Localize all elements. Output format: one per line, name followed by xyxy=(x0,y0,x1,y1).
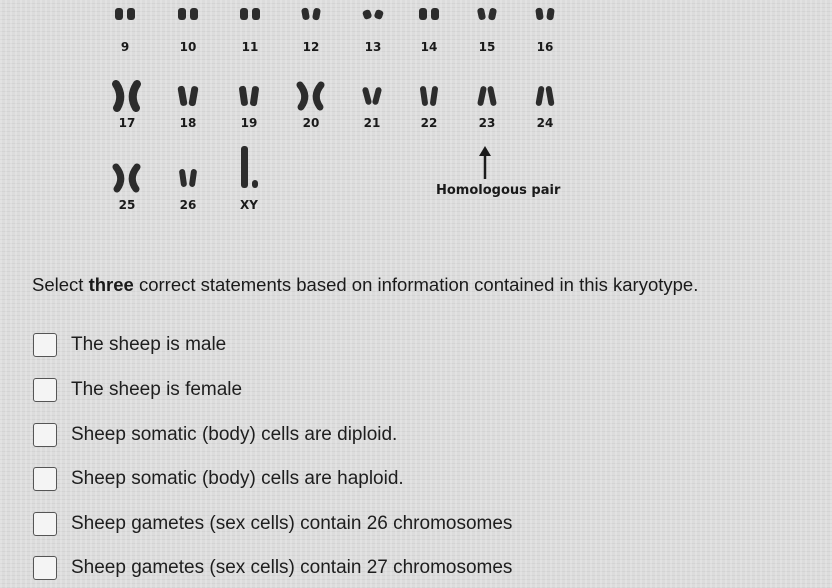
chromosome-label: 14 xyxy=(420,40,438,54)
option-label: Sheep somatic (body) cells are haploid. xyxy=(71,468,404,489)
chromosome-pair-icon xyxy=(409,80,449,114)
chromosome-label: 16 xyxy=(536,40,554,54)
chromosome-11 xyxy=(225,4,275,66)
chromosome-pair-icon xyxy=(229,80,269,114)
question-text xyxy=(32,274,832,296)
checkbox[interactable] xyxy=(33,333,57,357)
chromosome-label: 10 xyxy=(179,40,197,54)
chromosome-26 xyxy=(163,162,213,224)
checkbox[interactable] xyxy=(33,556,57,580)
chromosome-pair-icon xyxy=(230,4,270,38)
chromosome-label: 26 xyxy=(179,198,197,212)
option-label: Sheep gametes (sex cells) contain 26 chromosomes xyxy=(71,513,513,534)
chromosome-pair-icon xyxy=(107,162,147,196)
chromosome-22 xyxy=(404,80,454,142)
chromosome-label: 11 xyxy=(241,40,259,54)
chromosome-pair-icon xyxy=(352,80,392,114)
chromosome-pair-icon xyxy=(291,80,331,114)
question-emphasis: three xyxy=(88,274,134,295)
chromosome-16 xyxy=(520,4,570,66)
checkbox[interactable] xyxy=(33,423,57,447)
chromosome-20 xyxy=(286,80,336,142)
chromosome-label: 25 xyxy=(118,198,136,212)
chromosome-label: 20 xyxy=(302,116,320,130)
chromosome-pair-icon xyxy=(525,4,565,38)
option-label: Sheep somatic (body) cells are diploid. xyxy=(71,424,398,445)
chromosome-label: 15 xyxy=(478,40,496,54)
chromosome-24 xyxy=(520,80,570,142)
option-label: Sheep gametes (sex cells) contain 27 chromosomes xyxy=(71,557,513,578)
chromosome-14 xyxy=(404,4,454,66)
chromosome-25 xyxy=(102,162,152,224)
option-somatic-diploid[interactable] xyxy=(33,420,593,450)
chromosome-pair-icon xyxy=(353,4,393,38)
chromosome-label: XY xyxy=(240,198,258,212)
chromosome-10 xyxy=(163,4,213,66)
chromosome-13 xyxy=(348,4,398,66)
chromosome-pair-icon xyxy=(168,162,208,196)
option-somatic-haploid[interactable] xyxy=(33,464,593,494)
chromosome-12 xyxy=(286,4,336,66)
arrow-up-icon xyxy=(478,146,492,180)
chromosome-label: 21 xyxy=(363,116,381,130)
chromosome-9 xyxy=(100,4,150,66)
chromosome-pair-icon xyxy=(467,4,507,38)
chromosome-label: 13 xyxy=(364,40,382,54)
chromosome-label: 22 xyxy=(420,116,438,130)
checkbox[interactable] xyxy=(33,378,57,402)
chromosome-pair-icon xyxy=(525,80,565,114)
chromosome-label: 19 xyxy=(240,116,258,130)
chromosome-19 xyxy=(224,80,274,142)
chromosome-18 xyxy=(163,80,213,142)
option-gametes-26[interactable] xyxy=(33,509,593,539)
chromosome-label: 17 xyxy=(118,116,136,130)
chromosome-label: 12 xyxy=(302,40,320,54)
homologous-pair-annotation: Homologous pair xyxy=(436,183,561,198)
chromosome-pair-icon xyxy=(291,4,331,38)
question-prefix: Select xyxy=(32,274,89,295)
chromosome-pair-icon xyxy=(105,4,145,38)
sex-chromosome-icon xyxy=(229,144,269,196)
chromosome-21 xyxy=(347,80,397,142)
option-sheep-male[interactable] xyxy=(33,330,593,360)
option-gametes-27[interactable] xyxy=(33,553,593,583)
checkbox[interactable] xyxy=(33,467,57,491)
chromosome-label: 9 xyxy=(120,40,130,54)
chromosome-xy xyxy=(224,144,274,224)
chromosome-label: 24 xyxy=(536,116,554,130)
chromosome-label: 18 xyxy=(179,116,197,130)
option-sheep-female[interactable] xyxy=(33,375,593,405)
chromosome-15 xyxy=(462,4,512,66)
chromosome-pair-icon xyxy=(467,80,507,114)
checkbox[interactable] xyxy=(33,512,57,536)
chromosome-pair-icon xyxy=(409,4,449,38)
option-label: The sheep is male xyxy=(71,334,227,355)
chromosome-pair-icon xyxy=(168,4,208,38)
chromosome-pair-icon xyxy=(107,80,147,114)
chromosome-17 xyxy=(102,80,152,142)
chromosome-23 xyxy=(462,80,512,142)
question-suffix: correct statements based on information contained in this karyotype. xyxy=(133,274,699,295)
chromosome-pair-icon xyxy=(168,80,208,114)
karyotype-image xyxy=(0,0,832,255)
option-label: The sheep is female xyxy=(71,379,243,400)
chromosome-label: 23 xyxy=(478,116,496,130)
